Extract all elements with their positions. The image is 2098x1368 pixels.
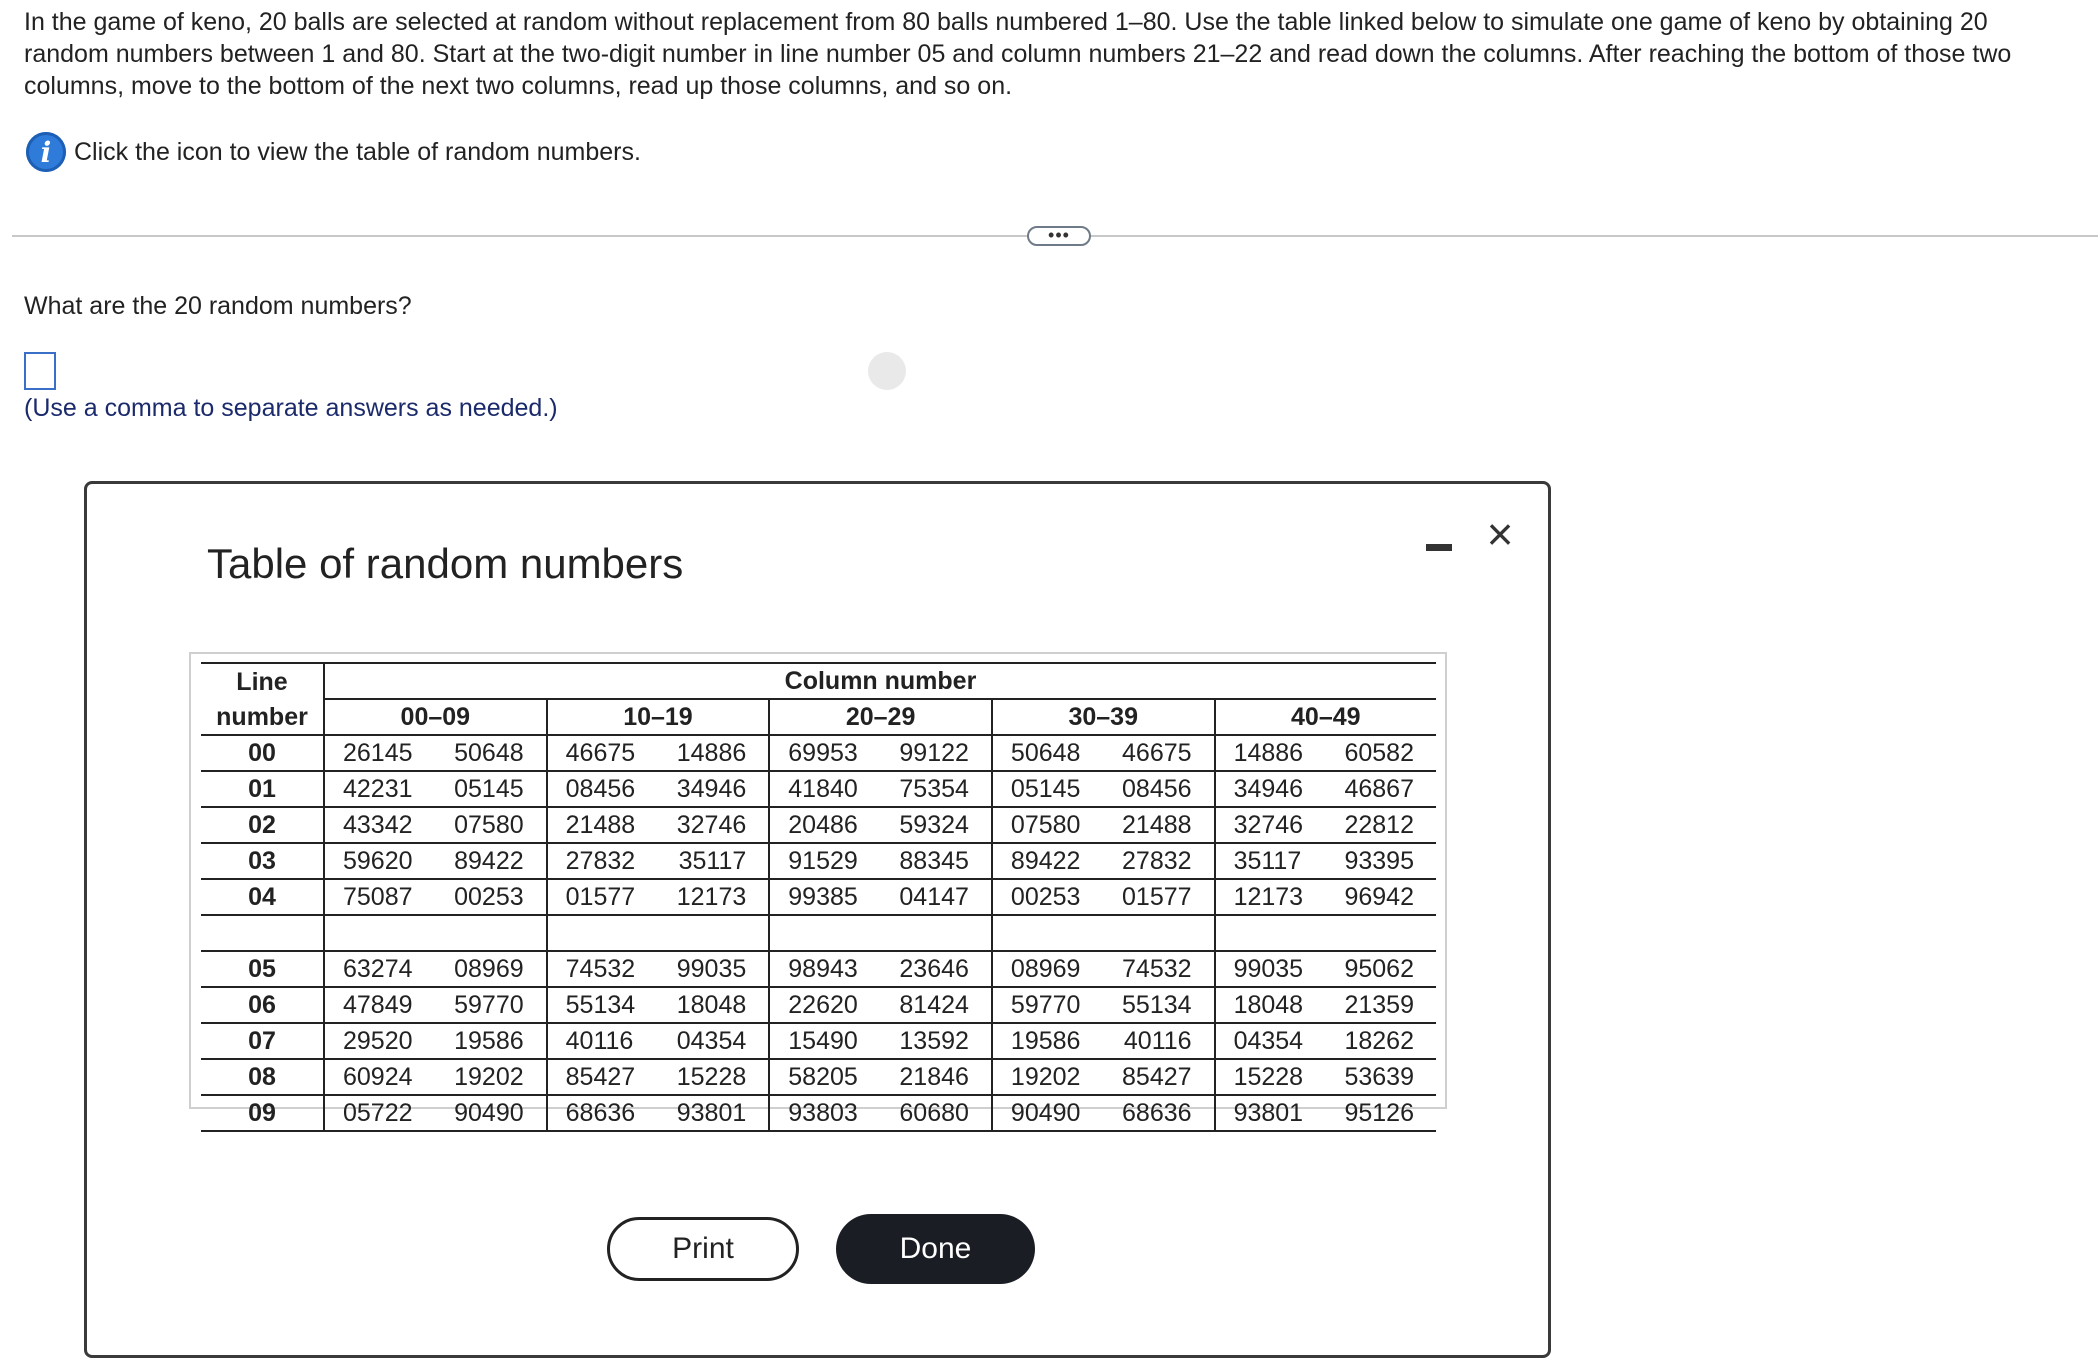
table-cell: 99035 bbox=[676, 955, 747, 983]
table-cell: 13592 bbox=[899, 1027, 969, 1055]
question-text: In the game of keno, 20 balls are selected at random without replacement from 80 balls numbered 1–80. Use the table linked below to simulate one game of keno by obtaining 20 random numbers between 1 and 80. Start at the two-digit number in line number 05 and column numbers 21–22 and read down the columns. After reaching the bottom of those two columns, move to the bottom of the next two columns, read up those columns, and so on. bbox=[24, 8, 2012, 100]
table-cell: 50648 bbox=[454, 739, 524, 767]
table-row bbox=[201, 807, 1436, 843]
table-cell: 99122 bbox=[899, 739, 969, 767]
table-cell: 60924 bbox=[324, 1059, 433, 1095]
table-row bbox=[201, 951, 1436, 987]
line-number: 02 bbox=[248, 811, 276, 839]
table-cell: 91529 bbox=[769, 843, 878, 879]
table-cell: 12173 bbox=[676, 883, 747, 911]
table-cell: 08456 bbox=[547, 771, 656, 807]
table-cell: 59770 bbox=[454, 991, 524, 1019]
table-cell: 85427 bbox=[547, 1059, 656, 1095]
close-icon[interactable]: × bbox=[1486, 508, 1514, 560]
table-cell: 19586 bbox=[454, 1027, 524, 1055]
minimize-icon[interactable] bbox=[1424, 534, 1454, 560]
table-cell: 04147 bbox=[899, 883, 969, 911]
table-row bbox=[201, 1095, 1436, 1131]
table-cell: 59620 bbox=[324, 843, 433, 879]
table-cell: 00253 bbox=[992, 879, 1101, 915]
table-cell: 29520 bbox=[324, 1023, 433, 1059]
table-row bbox=[201, 735, 1436, 771]
line-number: 00 bbox=[248, 739, 276, 767]
table-cell: 34946 bbox=[676, 775, 747, 803]
table-row bbox=[201, 843, 1436, 879]
table-cell: 27832 bbox=[547, 843, 656, 879]
table-cell: 90490 bbox=[454, 1099, 524, 1127]
table-cell: 60680 bbox=[899, 1099, 969, 1127]
table-spacer-row bbox=[201, 915, 1436, 951]
table-cell: 41840 bbox=[769, 771, 878, 807]
table-cell: 22812 bbox=[1344, 811, 1414, 839]
table-cell: 26145 bbox=[324, 735, 433, 771]
table-cell: 63274 bbox=[324, 951, 433, 987]
table-cell: 15228 bbox=[1215, 1059, 1324, 1095]
table-cell: 74532 bbox=[547, 951, 656, 987]
table-cell: 93801 bbox=[676, 1099, 747, 1127]
table-cell: 93395 bbox=[1344, 847, 1414, 875]
table-row bbox=[201, 1023, 1436, 1059]
table-cell: 22620 bbox=[769, 987, 878, 1023]
table-cell: 88345 bbox=[899, 847, 969, 875]
table-cell: 21488 bbox=[547, 807, 656, 843]
table-cell: 08969 bbox=[454, 955, 524, 983]
table-cell: 46675 bbox=[1122, 739, 1192, 767]
info-text: Click the icon to view the table of random numbers. bbox=[74, 137, 641, 166]
table-cell: 47849 bbox=[324, 987, 433, 1023]
group-header: 30–39 bbox=[992, 699, 1215, 735]
line-number: 09 bbox=[248, 1099, 276, 1127]
table-cell: 46867 bbox=[1344, 775, 1414, 803]
table-cell: 58205 bbox=[769, 1059, 878, 1095]
line-number: 08 bbox=[248, 1063, 276, 1091]
table-cell: 21359 bbox=[1344, 991, 1414, 1019]
table-cell: 07580 bbox=[454, 811, 524, 839]
table-cell: 32746 bbox=[1215, 807, 1324, 843]
table-cell: 40116 bbox=[1123, 1027, 1192, 1055]
random-numbers-table bbox=[201, 662, 1436, 1132]
group-header: 20–29 bbox=[769, 699, 992, 735]
answer-hint: (Use a comma to separate answers as needed.) bbox=[24, 394, 558, 422]
table-row bbox=[201, 987, 1436, 1023]
table-cell: 21488 bbox=[1122, 811, 1192, 839]
table-cell: 12173 bbox=[1215, 879, 1324, 915]
random-table-dialog bbox=[84, 481, 1551, 1358]
line-number: 03 bbox=[248, 847, 276, 875]
table-cell: 20486 bbox=[769, 807, 878, 843]
table-row bbox=[201, 879, 1436, 915]
table-cell: 53639 bbox=[1344, 1063, 1414, 1091]
table-cell: 74532 bbox=[1122, 955, 1192, 983]
table-cell: 07580 bbox=[992, 807, 1101, 843]
table-row bbox=[201, 771, 1436, 807]
table-cell: 99035 bbox=[1215, 951, 1324, 987]
dialog-title: Table of random numbers bbox=[207, 540, 684, 587]
table-cell: 60582 bbox=[1344, 739, 1414, 767]
line-number: 04 bbox=[248, 883, 276, 911]
table-cell: 08456 bbox=[1122, 775, 1192, 803]
line-header-2: number bbox=[216, 702, 308, 731]
table-cell: 18262 bbox=[1344, 1027, 1414, 1055]
table-cell: 68636 bbox=[547, 1095, 656, 1131]
table-cell: 00253 bbox=[454, 883, 524, 911]
table-cell: 68636 bbox=[1122, 1099, 1192, 1127]
table-cell: 19202 bbox=[992, 1059, 1101, 1095]
column-number-header: Column number bbox=[324, 663, 1436, 699]
table-cell: 43342 bbox=[324, 807, 433, 843]
table-cell: 35117 bbox=[1215, 843, 1324, 879]
table-cell: 98943 bbox=[769, 951, 878, 987]
table-cell: 42231 bbox=[324, 771, 433, 807]
table-cell: 40116 bbox=[547, 1023, 656, 1059]
table-cell: 35117 bbox=[678, 847, 747, 875]
table-cell: 05145 bbox=[992, 771, 1101, 807]
table-cell: 05145 bbox=[454, 775, 524, 803]
table-cell: 75087 bbox=[324, 879, 433, 915]
table-cell: 50648 bbox=[992, 735, 1101, 771]
table-cell: 14886 bbox=[676, 739, 747, 767]
table-row bbox=[201, 1059, 1436, 1095]
table-cell: 89422 bbox=[454, 847, 524, 875]
table-cell: 85427 bbox=[1122, 1063, 1192, 1091]
table-cell: 01577 bbox=[547, 879, 656, 915]
table-cell: 75354 bbox=[899, 775, 969, 803]
line-number: 07 bbox=[248, 1027, 276, 1055]
table-cell: 05722 bbox=[324, 1095, 433, 1131]
info-icon[interactable]: i bbox=[26, 132, 66, 172]
table-cell: 04354 bbox=[1215, 1023, 1324, 1059]
table-cell: 93801 bbox=[1215, 1095, 1324, 1131]
answer-input[interactable] bbox=[24, 352, 56, 390]
table-cell: 14886 bbox=[1215, 735, 1324, 771]
table-cell: 18048 bbox=[676, 991, 747, 1019]
table-cell: 18048 bbox=[1215, 987, 1324, 1023]
table-cell: 34946 bbox=[1215, 771, 1324, 807]
table-cell: 46675 bbox=[547, 735, 656, 771]
table-cell: 90490 bbox=[992, 1095, 1101, 1131]
question-prompt: What are the 20 random numbers? bbox=[24, 292, 412, 320]
table-cell: 15490 bbox=[769, 1023, 878, 1059]
done-button[interactable]: Done bbox=[836, 1214, 1035, 1284]
table-cell: 93803 bbox=[769, 1095, 878, 1131]
table-cell: 19586 bbox=[992, 1023, 1101, 1059]
table-cell: 55134 bbox=[547, 987, 656, 1023]
table-cell: 89422 bbox=[992, 843, 1101, 879]
more-options-button[interactable]: ••• bbox=[1027, 226, 1091, 246]
table-cell: 19202 bbox=[454, 1063, 524, 1091]
line-number: 06 bbox=[248, 991, 276, 1019]
table-cell: 21846 bbox=[899, 1063, 969, 1091]
table-cell: 95126 bbox=[1344, 1099, 1414, 1127]
group-header: 40–49 bbox=[1215, 699, 1436, 735]
table-cell: 32746 bbox=[676, 811, 747, 839]
group-header: 00–09 bbox=[324, 699, 547, 735]
info-row bbox=[26, 132, 641, 172]
line-number: 05 bbox=[248, 955, 276, 983]
table-cell: 55134 bbox=[1122, 991, 1192, 1019]
print-button[interactable]: Print bbox=[607, 1217, 799, 1281]
table-cell: 81424 bbox=[899, 991, 969, 1019]
table-cell: 59770 bbox=[992, 987, 1101, 1023]
random-numbers-table-frame bbox=[189, 652, 1447, 1127]
table-cell: 96942 bbox=[1344, 883, 1414, 911]
table-cell: 01577 bbox=[1122, 883, 1192, 911]
table-cell: 95062 bbox=[1344, 955, 1414, 983]
table-cell: 23646 bbox=[899, 955, 969, 983]
group-header: 10–19 bbox=[547, 699, 770, 735]
cursor-highlight bbox=[868, 352, 906, 390]
table-cell: 59324 bbox=[899, 811, 969, 839]
line-header-1: Line bbox=[236, 667, 288, 696]
line-number: 01 bbox=[248, 775, 276, 803]
table-cell: 08969 bbox=[992, 951, 1101, 987]
table-cell: 04354 bbox=[676, 1027, 747, 1055]
table-cell: 27832 bbox=[1122, 847, 1192, 875]
table-cell: 15228 bbox=[676, 1063, 747, 1091]
table-cell: 69953 bbox=[769, 735, 878, 771]
table-cell: 99385 bbox=[769, 879, 878, 915]
